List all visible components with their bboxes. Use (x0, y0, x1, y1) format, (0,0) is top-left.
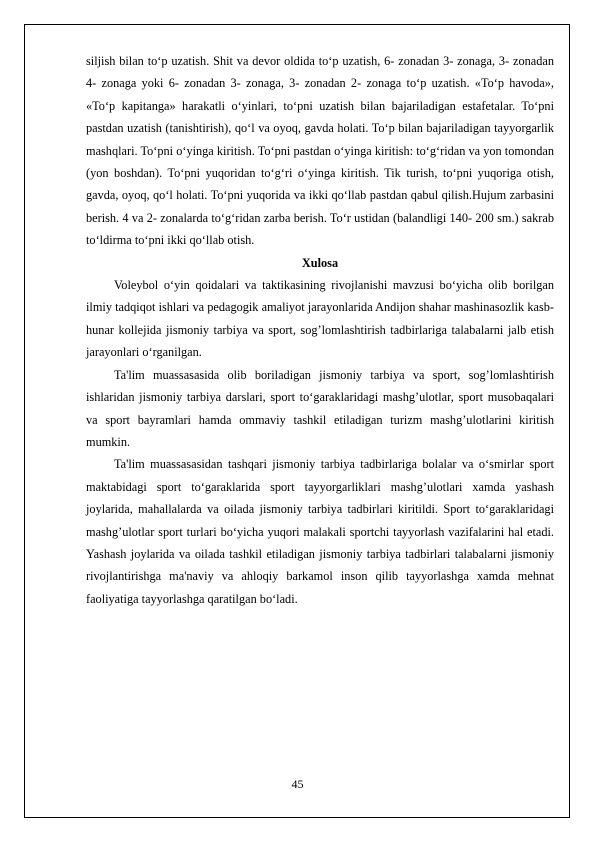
document-body (86, 50, 554, 610)
paragraph-continuation: siljish bilan to‘p uzatish. Shit va devor oldida to‘p uzatish, 6- zonadan 3- zonaga, 3- zonadan 4- zonaga yoki 6- zonadan 3- zonaga, 3- zonadan 2- zonaga to‘p uzatish. «To‘p havoda», «To‘p kapitanga» harakatli o‘yinlari, to‘pni uzatish bilan bajariladigan estafetalar. To‘pni pastdan uzatish (tanishtirish), qo‘l va oyoq, gavda holati. To‘p bilan bajariladigan tayyorgarlik mashqlari. To‘pni o‘yinga kiritish. To‘pni pastdan o‘yinga kiritish: to‘g‘ridan va yon tomondan (yon boshdan). To‘pni yuqoridan to‘g‘ri o‘yinga kiritish. Tik turish, to‘pni yuqoriga otish, gavda, oyoq, qo‘l holati. To‘pni yuqorida va ikki qo‘llab pastdan qabul qilish.Hujum zarbasini berish. 4 va 2- zonalarda to‘g‘ridan zarba berish. To‘r ustidan (balandligi 140- 200 sm.) sakrab to‘ldirma to‘pni ikki qo‘llab otish. (86, 54, 554, 248)
section-heading: Xulosa (301, 255, 339, 270)
paragraph: Ta'lim muassasasida olib boriladigan jismoniy tarbiya va sport, sog’lomlashtirish ishlaridan jismoniy tarbiya darslari, sport to‘garaklaridagi mashg’ulotlar, sport musobaqalari va sport bayramlari hamda ommaviy tashkil etiladigan turizm mashg’ulotlarini kiritish mumkin. (86, 367, 554, 449)
paragraph: Voleybol o‘yin qoidalari va taktikasining rivojlanishi mavzusi bo‘yicha olib borilgan ilmiy tadqiqot ishlari va pedagogik amaliyot jarayonlarida Andijon shahar mashinasozlik kasb-hunar kollejida jismoniy tarbiya va sport, sog’lomlashtirish tadbirlariga talabalarni jalb etish jarayonlari o‘rganilgan. (86, 278, 554, 360)
page-number: 45 (291, 777, 304, 791)
paragraph: Ta'lim muassasasidan tashqari jismoniy tarbiya tadbirlariga bolalar va o‘smirlar sport maktabidagi sport to‘garaklarida sport tayyorgarliklari mashg’ulotlari xamda yashash joylarida, mahallalarda va oilada jismoniy tarbiya tadbirlari kiritildi. Sport to‘garaklaridagi mashg’ulotlar sport turlari bo‘yicha yuqori malakali sportchi tayyorlash vazifalarini hal etadi. Yashash joylarida va oilada tashkil etiladigan jismoniy tarbiya tadbirlari talabalarni jismoniy rivojlantirishga ma'naviy va ahloqiy barkamol inson qilib tayyorlashga xamda mehnat faoliyatiga tayyorlashga qaratilgan bo‘ladi. (86, 457, 554, 606)
